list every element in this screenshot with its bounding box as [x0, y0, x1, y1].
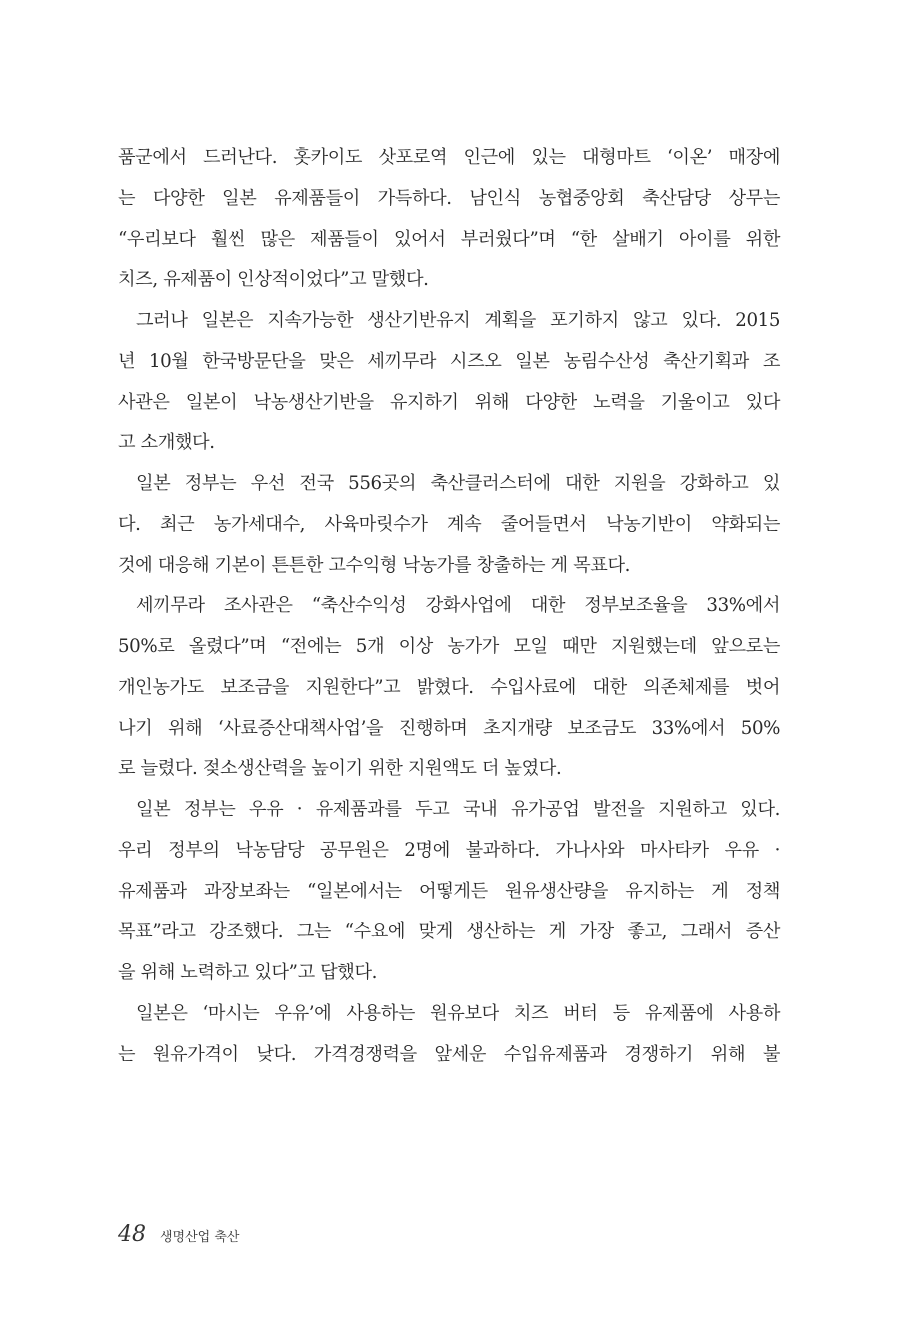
text-line: 을 위해 노력하고 있다”고 답했다.	[118, 962, 378, 983]
text-line: 는 다양한 일본 유제품들이 가득하다. 남인식 농협중앙회 축산담당 상무는	[118, 187, 780, 209]
text-line: 개인농가도 보조금을 지원한다”고 밝혔다. 수입사료에 대한 의존체제를 벗어	[118, 676, 780, 698]
text-line: 는 원유가격이 낮다. 가격경쟁력을 앞세운 수입유제품과 경쟁하기 위해 불	[118, 1043, 780, 1065]
text-line: 것에 대응해 기본이 튼튼한 고수익형 낙농가를 창출하는 게 목표다.	[118, 554, 630, 576]
text-line: 치즈, 유제품이 인상적이었다”고 말했다.	[118, 269, 429, 291]
text-line: 사관은 일본이 낙농생산기반을 유지하기 위해 다양한 노력을 기울이고 있다	[118, 391, 780, 413]
text-line: 일본은 ‘마시는 우유’에 사용하는 원유보다 치즈 버터 등 유제품에 사용하	[136, 1002, 780, 1024]
text-line: 고 소개했다.	[118, 432, 215, 454]
text-line: 유제품과 과장보좌는 “일본에서는 어떻게든 원유생산량을 유지하는 게 정책	[118, 880, 780, 902]
text-line: “우리보다 훨씬 많은 제품들이 있어서 부러웠다”며 “한 살배기 아이를 위한	[118, 228, 780, 250]
running-title: 생명산업 축산	[160, 1230, 240, 1245]
text-line: 목표”라고 강조했다. 그는 “수요에 맞게 생산하는 게 가장 좋고, 그래서 증산	[118, 921, 780, 943]
text-line: 일본 정부는 우유 · 유제품과를 두고 국내 유가공업 발전을 지원하고 있다.	[136, 799, 780, 820]
text-line: 다. 최근 농가세대수, 사육마릿수가 계속 줄어들면서 낙농기반이 약화되는	[118, 513, 780, 535]
body-text	[118, 138, 780, 1075]
text-line: 년 10월 한국방문단을 맞은 세끼무라 시즈오 일본 농림수산성 축산기획과 조	[118, 350, 780, 372]
text-line: 세끼무라 조사관은 “축산수익성 강화사업에 대한 정부보조율을 33%에서	[136, 595, 780, 617]
text-line: 로 늘렸다. 젖소생산력을 높이기 위한 지원액도 더 높였다.	[118, 758, 562, 780]
page-number: 48	[118, 1222, 146, 1247]
text-line: 우리 정부의 낙농담당 공무원은 2명에 불과하다. 가나사와 마사타카 우유 ·	[118, 839, 780, 861]
text-line: 50%로 올렸다”며 “전에는 5개 이상 농가가 모일 때만 지원했는데 앞으로는	[118, 636, 780, 657]
text-line: 그러나 일본은 지속가능한 생산기반유지 계획을 포기하지 않고 있다. 2015	[136, 310, 780, 331]
text-line: 품군에서 드러난다. 홋카이도 삿포로역 인근에 있는 대형마트 ‘이온’ 매장에	[118, 147, 780, 168]
text-line: 나기 위해 ‘사료증산대책사업’을 진행하며 초지개량 보조금도 33%에서 50%	[118, 717, 780, 739]
text-line: 일본 정부는 우선 전국 556곳의 축산클러스터에 대한 지원을 강화하고 있	[136, 473, 780, 494]
page-footer	[118, 1222, 239, 1252]
